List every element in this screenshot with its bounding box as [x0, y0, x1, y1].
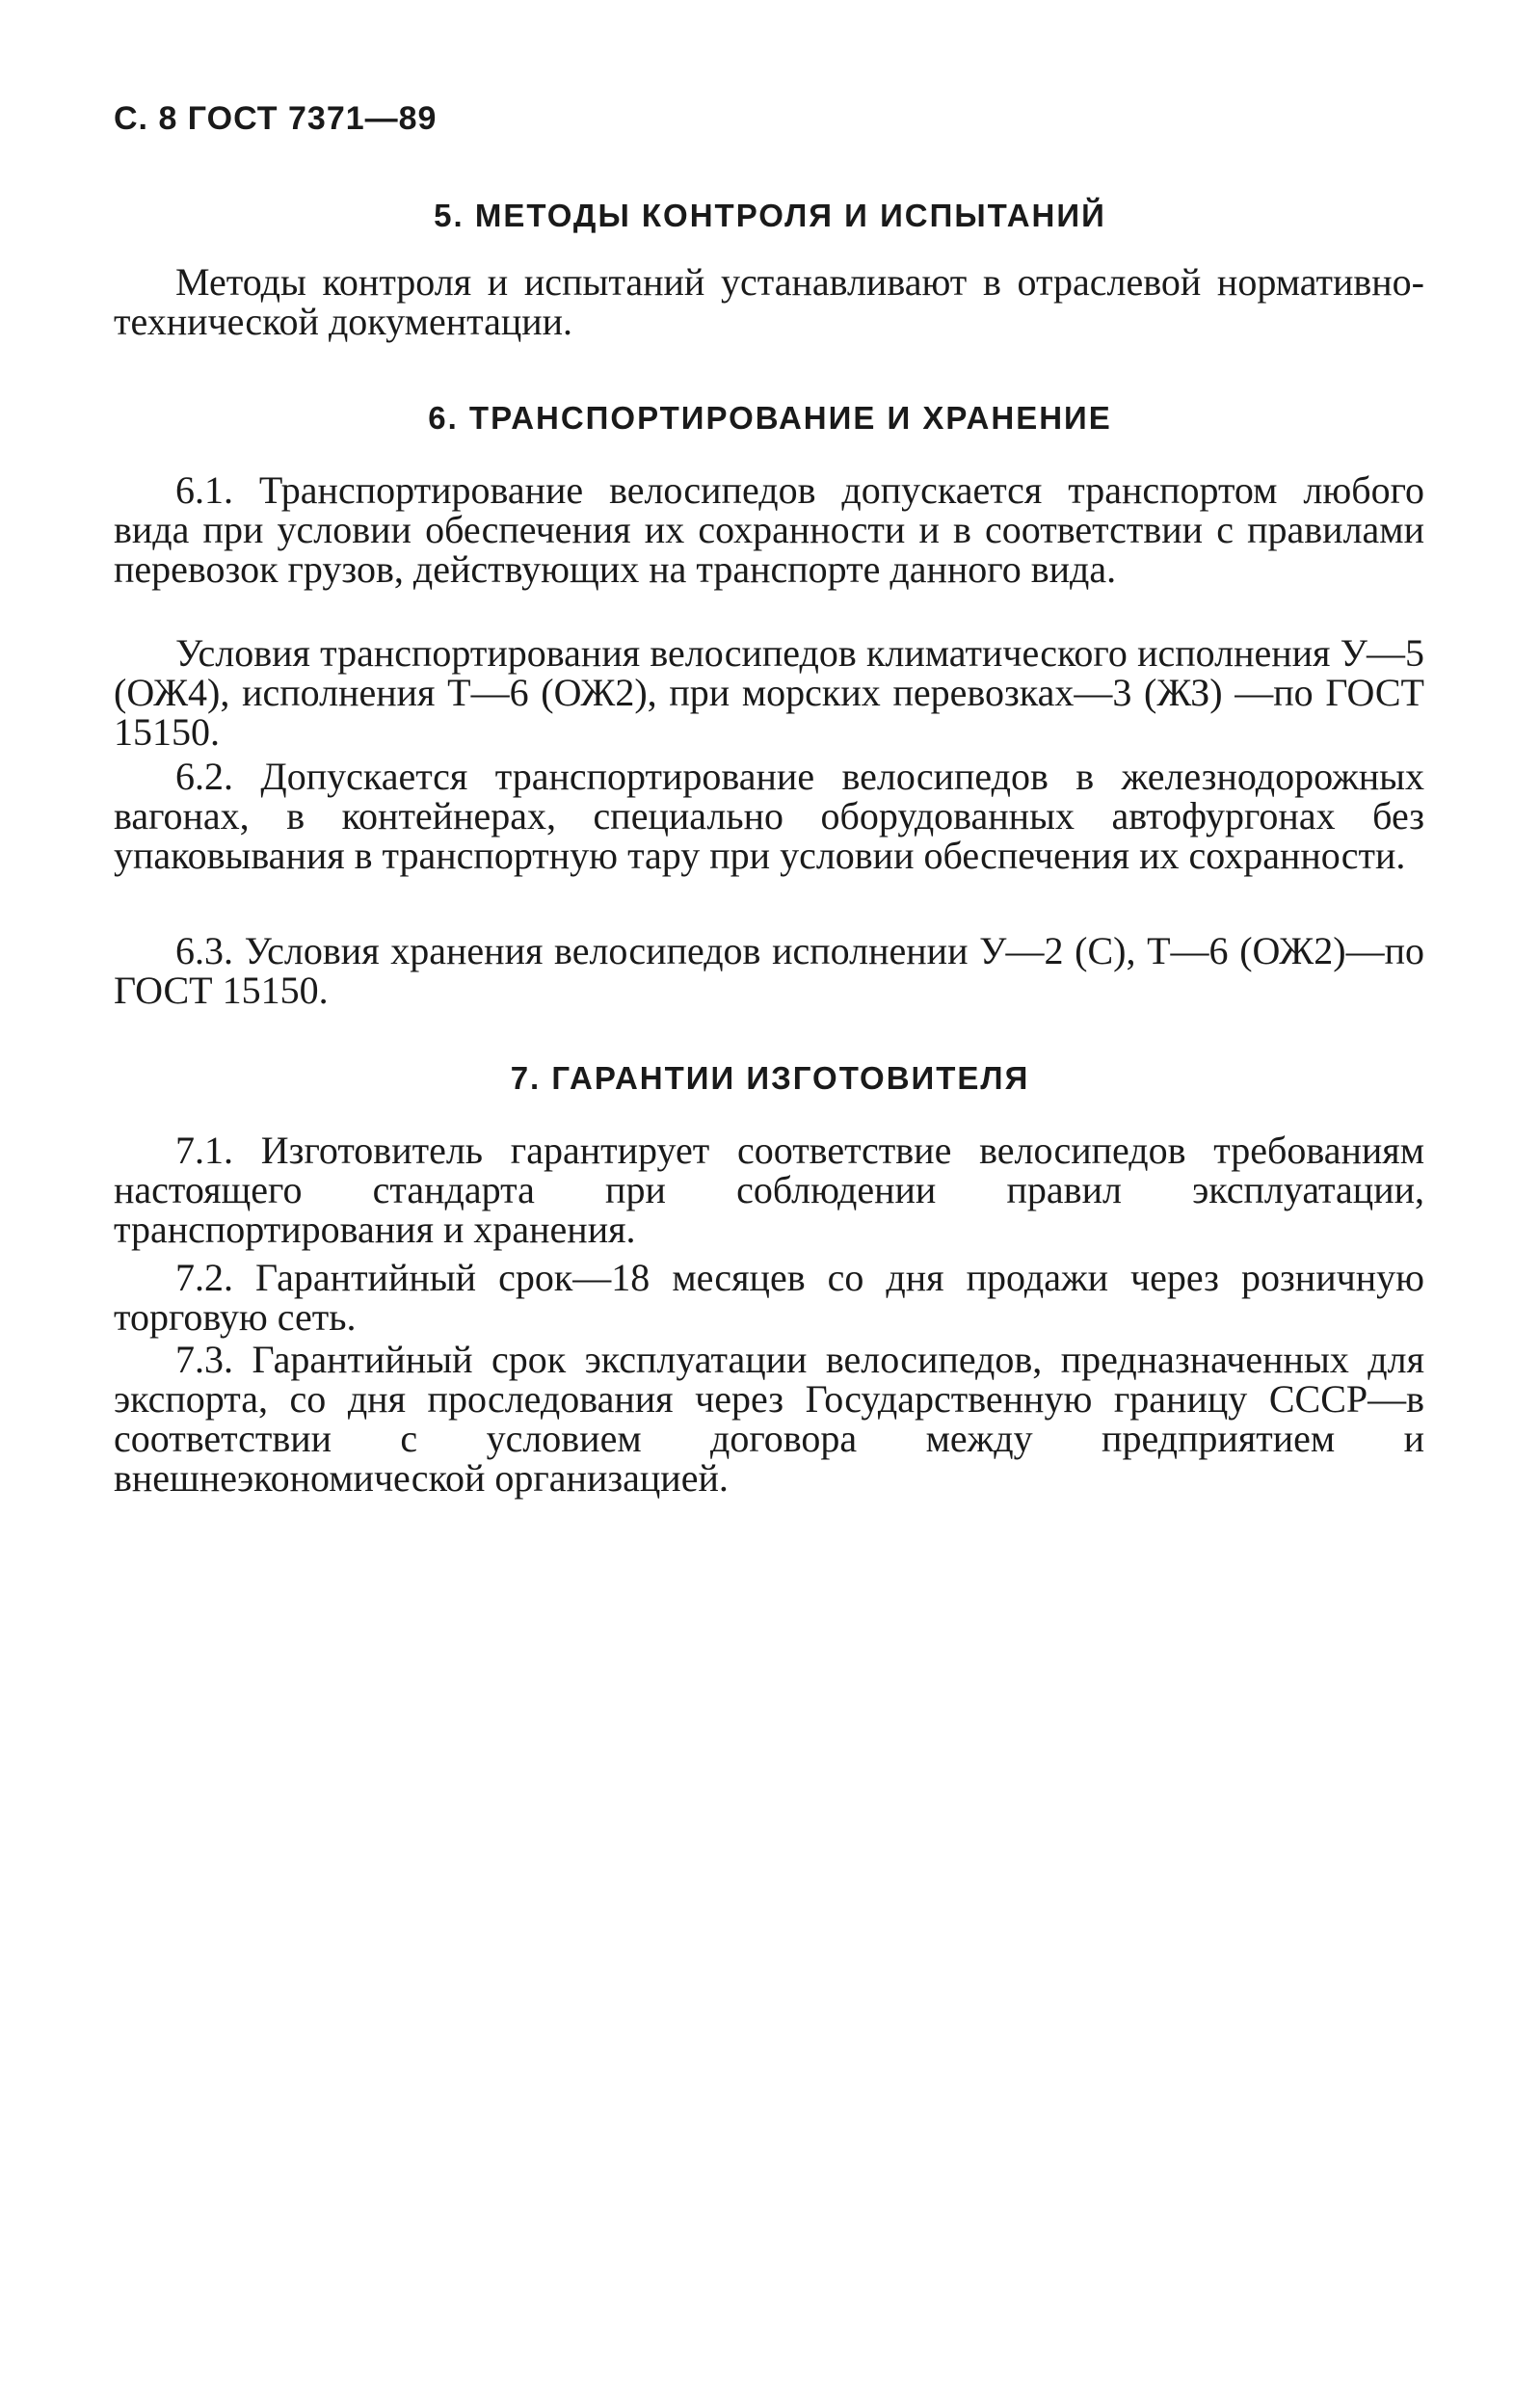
section-6-paragraph-3: 6.2. Допускается транспортирование велосипедов в железнодорожных вагонах, в контейнерах, специально оборудованных автофургонах без упаковывания в транспортную тару при условии обеспечения их сохранности. — [114, 755, 1424, 877]
section-7-paragraph-3: 7.3. Гарантийный срок эксплуатации велосипедов, предназначенных для экспорта, со дня проследования через Государственную границу СССР—в соответствии с условием договора между предприятием и внешнеэкономической организацией. — [114, 1338, 1424, 1500]
section-7-paragraph-2: 7.2. Гарантийный срок—18 месяцев со дня продажи через розничную торговую сеть. — [114, 1256, 1424, 1339]
section-6-paragraph-2: Условия транспортирования велосипедов климатического исполнения У—5 (ОЖ4), исполнения Т—6 (ОЖ2), при морских перевозках—3 (ЖЗ) —по ГОСТ 15150. — [114, 631, 1424, 754]
section-6-title: 6. ТРАНСПОРТИРОВАНИЕ И ХРАНЕНИЕ — [428, 400, 1112, 436]
section-5-paragraph-1: Методы контроля и испытаний устанавливают в отраслевой нормативно-технической документации. — [114, 260, 1424, 343]
section-7-title: 7. ГАРАНТИИ ИЗГОТОВИТЕЛЯ — [510, 1060, 1030, 1096]
section-6-paragraph-4: 6.3. Условия хранения велосипедов исполнении У—2 (С), Т—6 (ОЖ2)—по ГОСТ 15150. — [114, 929, 1424, 1012]
section-7-paragraph-1: 7.1. Изготовитель гарантирует соответствие велосипедов требованиям настоящего стандарта при соблюдении правил эксплуатации, транспортирования и хранения. — [114, 1129, 1424, 1251]
page-header: С. 8 ГОСТ 7371—89 — [114, 100, 438, 137]
section-5-title: 5. МЕТОДЫ КОНТРОЛЯ И ИСПЫТАНИЙ — [434, 198, 1106, 233]
section-6-paragraph-1: 6.1. Транспортирование велосипедов допускается транспортом любого вида при условии обеспечения их сохранности и в соответствии с правилами перевозок грузов, действующих на транспорте данного вида. — [114, 468, 1424, 591]
